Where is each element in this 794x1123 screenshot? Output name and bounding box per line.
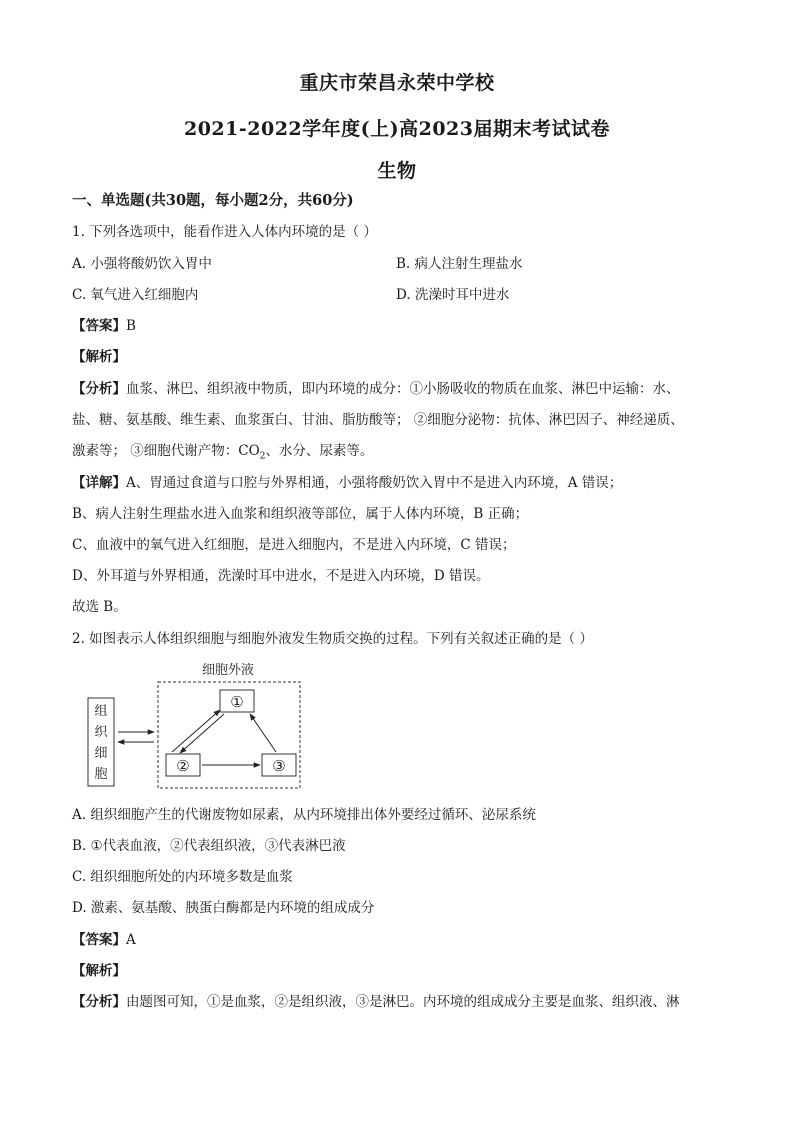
q2-answer bbox=[72, 930, 722, 950]
q2-answer-tag: 【答案】 bbox=[72, 932, 126, 948]
q1-xiangjie-3: C、血液中的氧气进入红细胞，是进入细胞内，不是进入内环境，C 错误； bbox=[72, 537, 516, 553]
q1-xiangjie-text-1: A、胃通过食道与口腔与外界相通，小强将酸奶饮入胃中不是进入内环境，A 错误； bbox=[126, 475, 623, 491]
arrow-2-to-1 bbox=[172, 710, 220, 752]
q1-xiangjie-2: B、病人注射生理盐水进入血浆和组织液等部位，属于人体内环境，B 正确； bbox=[72, 506, 529, 522]
q1-option-c: C. 氧气进入红细胞内 bbox=[72, 287, 199, 303]
q2-option-a: A. 组织细胞产生的代谢废物如尿素，从内环境排出体外要经过循环、泌尿系统 bbox=[72, 807, 536, 823]
q2-analysis-tag: 【解析】 bbox=[72, 963, 126, 979]
cell-label-char-4: 胞 bbox=[94, 767, 108, 782]
q1-answer bbox=[72, 316, 722, 336]
q1-option-a: A. 小强将酸奶饮入胃中 bbox=[72, 256, 212, 272]
q1-fenxi-tag: 【分析】 bbox=[72, 381, 126, 397]
q1-analysis-tag: 【解析】 bbox=[72, 349, 126, 365]
extracellular-fluid-label: 细胞外液 bbox=[201, 663, 255, 678]
q1-options-row1 bbox=[72, 254, 722, 274]
q1-fenxi-3a: 激素等； ③细胞代谢产物：CO bbox=[72, 443, 260, 459]
cell-label-char-3: 细 bbox=[94, 746, 108, 761]
q2-fenxi-text-1: 由题图可知，①是血浆，②是组织液，③是淋巴。内环境的组成成分主要是血浆、组织液、淋 bbox=[126, 994, 680, 1010]
q1-fenxi-2: 盐、糖、氨基酸、维生素、血浆蛋白、甘油、脂肪酸等； ②细胞分泌物：抗体、淋巴因子、神经递质、 bbox=[72, 412, 684, 428]
subject-title: 生物 bbox=[377, 160, 417, 182]
q1-xiangjie-tag: 【详解】 bbox=[72, 475, 126, 491]
q1-fenxi-text-1: 血浆、淋巴、组织液中物质，即内环境的成分：①小肠吸收的物质在血浆、淋巴中运输：水、 bbox=[126, 381, 680, 397]
q2-fenxi-tag: 【分析】 bbox=[72, 994, 126, 1010]
arrow-1-to-2 bbox=[180, 714, 224, 753]
q2-answer-value: A bbox=[126, 932, 136, 948]
exam-title: 2021-2022学年度(上)高2023届期末考试试卷 bbox=[183, 118, 610, 140]
q1-option-b: B. 病人注射生理盐水 bbox=[396, 256, 523, 272]
arrow-3-to-1 bbox=[250, 714, 276, 752]
node-3-label: ③ bbox=[272, 757, 286, 775]
q1-fenxi-3b: 、水分、尿素等。 bbox=[265, 443, 374, 459]
q1-fenxi-3 bbox=[72, 441, 722, 467]
node-2-label: ② bbox=[176, 757, 190, 775]
q1-stem: 1. 下列各选项中，能看作进入人体内环境的是（ ） bbox=[72, 224, 377, 240]
cell-label-char-1: 组 bbox=[94, 704, 108, 719]
cell-label-char-2: 织 bbox=[94, 725, 108, 740]
section-heading: 一、单选题(共30题，每小题2分，共60分) bbox=[72, 192, 354, 209]
q1-xiangjie-1 bbox=[72, 473, 722, 493]
q1-conclusion: 故选 B。 bbox=[72, 599, 127, 615]
q1-fenxi-3-sub: 2 bbox=[259, 451, 266, 462]
q2-option-c: C. 组织细胞所处的内环境多数是血浆 bbox=[72, 869, 293, 885]
q2-option-b: B. ①代表血液，②代表组织液，③代表淋巴液 bbox=[72, 838, 346, 854]
q1-xiangjie-4: D、外耳道与外界相通，洗澡时耳中进水，不是进入内环境，D 错误。 bbox=[72, 568, 490, 584]
q1-options-row2 bbox=[72, 285, 722, 305]
q2-stem: 2. 如图表示人体组织细胞与细胞外液发生物质交换的过程。下列有关叙述正确的是（ ） bbox=[72, 631, 593, 647]
q2-diagram bbox=[80, 660, 310, 790]
q1-answer-value: B bbox=[126, 318, 136, 334]
q2-fenxi-1 bbox=[72, 992, 722, 1012]
q1-answer-tag: 【答案】 bbox=[72, 318, 126, 334]
q1-option-d: D. 洗澡时耳中进水 bbox=[396, 287, 510, 303]
node-1-label: ① bbox=[230, 693, 244, 711]
q2-option-d: D. 激素、氨基酸、胰蛋白酶都是内环境的组成成分 bbox=[72, 900, 375, 916]
q1-fenxi-1 bbox=[72, 379, 722, 399]
school-title: 重庆市荣昌永荣中学校 bbox=[299, 72, 495, 94]
